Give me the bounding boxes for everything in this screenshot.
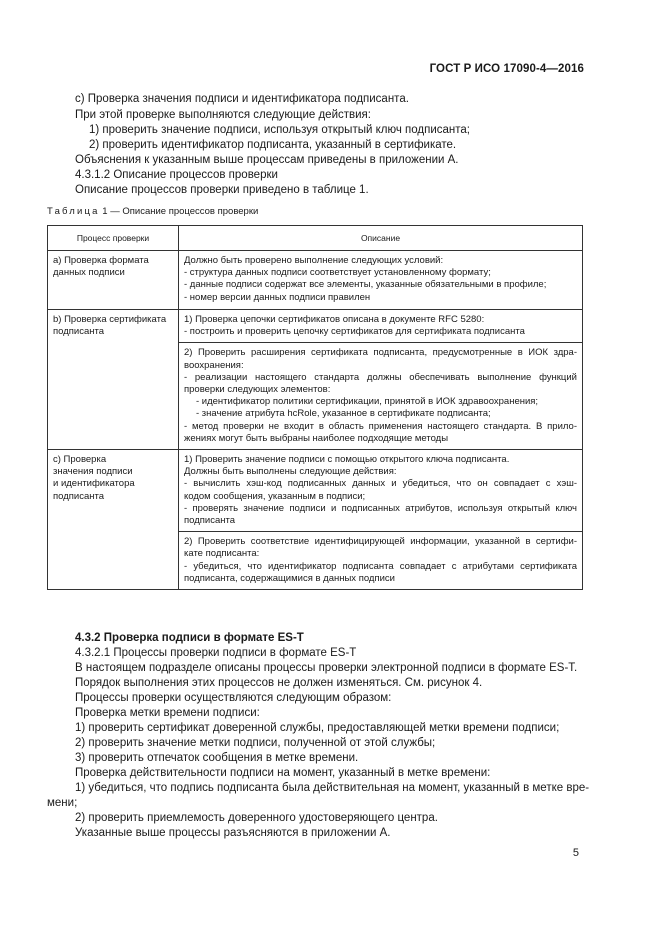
- description-line: 1) Проверка цепочки сертификатов описана в документе RFC 5280:: [184, 314, 485, 325]
- paragraph-line: В настоящем подразделе описаны процессы проверки электронной подписи в формате ES-T.: [75, 662, 578, 674]
- paragraph-line: с) Проверка значения подписи и идентификатора подписанта.: [75, 93, 409, 105]
- process-label: и идентификатора: [53, 478, 135, 490]
- description-line: - реализации настоящего стандарта должны обеспечивать выполнение функций: [184, 371, 577, 383]
- description-line: - номер версии данных подписи правилен: [184, 291, 371, 303]
- description-cell: [179, 450, 583, 532]
- paragraph-line: Указанные выше процессы разъясняются в приложении А.: [75, 827, 391, 839]
- table-caption-word: Таблица: [47, 206, 100, 217]
- description-line: кате подписанта:: [184, 548, 260, 560]
- process-cell: [48, 251, 179, 310]
- paragraph-line: Порядок выполнения этих процессов не должен изменяться. См. рисунок 4.: [75, 677, 483, 689]
- table-row: [48, 251, 583, 310]
- table-row: [48, 450, 583, 532]
- description-line: - идентификатор политики сертификации, принятой в ИОК здравоохранения;: [196, 396, 539, 408]
- subsection-heading: 4.3.2.1 Процессы проверки подписи в формате ES-T: [75, 647, 357, 659]
- paragraph-line: Объяснения к указанным выше процессам приведены в приложении А.: [75, 154, 459, 166]
- process-label: с) Проверка: [53, 454, 107, 466]
- description-line: - вычислить хэш-код подписанных данных и убедиться, что он совпадает с хэш-: [184, 478, 577, 490]
- paragraph-line: Описание процессов проверки приведено в таблице 1.: [75, 184, 369, 196]
- paragraph-line: Процессы проверки осуществляются следующим образом:: [75, 692, 392, 704]
- description-line: - проверять значение подписи и подписанных атрибутов, используя открытый ключ: [184, 502, 577, 514]
- description-line: - построить и проверить цепочку сертификатов для сертификата подписанта: [184, 326, 525, 338]
- list-item: 1) проверить значение подписи, используя открытый ключ подписанта;: [89, 124, 470, 136]
- description-line: - данные подписи содержат все элементы, указанные обязательными в профиле;: [184, 279, 547, 291]
- description-line: кодом сообщения, указанным в подписи;: [184, 490, 366, 502]
- paragraph-line: Проверка метки времени подписи:: [75, 707, 260, 719]
- description-line: - значение атрибута hcRole, указанное в сертификате подписанта;: [196, 408, 491, 420]
- list-item: 2) проверить приемлемость доверенного удостоверяющего центра.: [75, 812, 438, 824]
- list-item: 2) проверить идентификатор подписанта, указанный в сертификате.: [89, 139, 457, 151]
- column-header-process: Процесс проверки: [48, 226, 179, 251]
- section-heading: 4.3.2 Проверка подписи в формате ES-T: [75, 632, 304, 644]
- subsection-heading: 4.3.1.2 Описание процессов проверки: [75, 169, 278, 181]
- table-header-row: [48, 226, 583, 251]
- description-cell: [179, 251, 583, 310]
- paragraph-line: Проверка действительности подписи на момент, указанный в метке времени:: [75, 767, 491, 779]
- list-item: 1) убедиться, что подпись подписанта была действительная на момент, указанный в метке вре-: [75, 782, 590, 794]
- description-line: - структура данных подписи соответствует установленному формату;: [184, 267, 491, 279]
- process-label: b) Проверка сертификата подписанта: [53, 314, 167, 338]
- description-line: Должны быть выполнены следующие действия:: [184, 466, 397, 478]
- list-item: 2) проверить значение метки подписи, полученной от этой службы;: [75, 737, 436, 749]
- document-id: ГОСТ Р ИСО 17090-4—2016: [429, 63, 584, 75]
- description-line: воохранения:: [184, 359, 244, 371]
- column-header-description: Описание: [179, 226, 583, 251]
- description-line: жениях могут быть выбраны наиболее подходящие методы: [184, 432, 449, 444]
- process-cell: [48, 450, 179, 590]
- table-caption: [47, 206, 258, 217]
- description-line: подписанта: [184, 515, 236, 527]
- table-row: [48, 310, 583, 343]
- description-line: - убедиться, что идентификатор подписанта совпадает с атрибутами сертификата: [184, 560, 577, 572]
- list-item-continuation: мени;: [47, 797, 78, 809]
- table-caption-title: 1 — Описание процессов проверки: [99, 206, 259, 217]
- description-line: 1) Проверить значение подписи с помощью открытого ключа подписанта.: [184, 454, 510, 466]
- description-cell: [179, 343, 583, 450]
- verification-table: [47, 225, 583, 590]
- description-line: проверки следующих элементов:: [184, 384, 331, 396]
- description-line: Должно быть проверено выполнение следующих условий:: [184, 255, 444, 266]
- process-label: значения подписи: [53, 466, 133, 478]
- description-cell: [179, 532, 583, 590]
- description-line: 2) Проверить соответствие идентифицирующей информации, указанной в сертифи-: [184, 536, 577, 548]
- process-cell: [48, 310, 179, 450]
- page-number: 5: [572, 847, 579, 859]
- process-label: подписанта: [53, 490, 105, 502]
- list-item: 3) проверить отпечаток сообщения в метке времени.: [75, 752, 359, 764]
- description-cell: [179, 310, 583, 343]
- description-line: - метод проверки не входит в область применения настоящего стандарта. В прило-: [184, 420, 577, 432]
- description-line: подписанта, содержащимися в данных подписи: [184, 572, 395, 584]
- paragraph-line: При этой проверке выполняются следующие действия:: [75, 109, 371, 121]
- process-label: а) Проверка формата данных подписи: [53, 255, 149, 279]
- list-item: 1) проверить сертификат доверенной службы, предоставляющей метки времени подписи;: [75, 722, 560, 734]
- description-line: 2) Проверить расширения сертификата подписанта, предусмотренные в ИОК здра-: [184, 347, 577, 359]
